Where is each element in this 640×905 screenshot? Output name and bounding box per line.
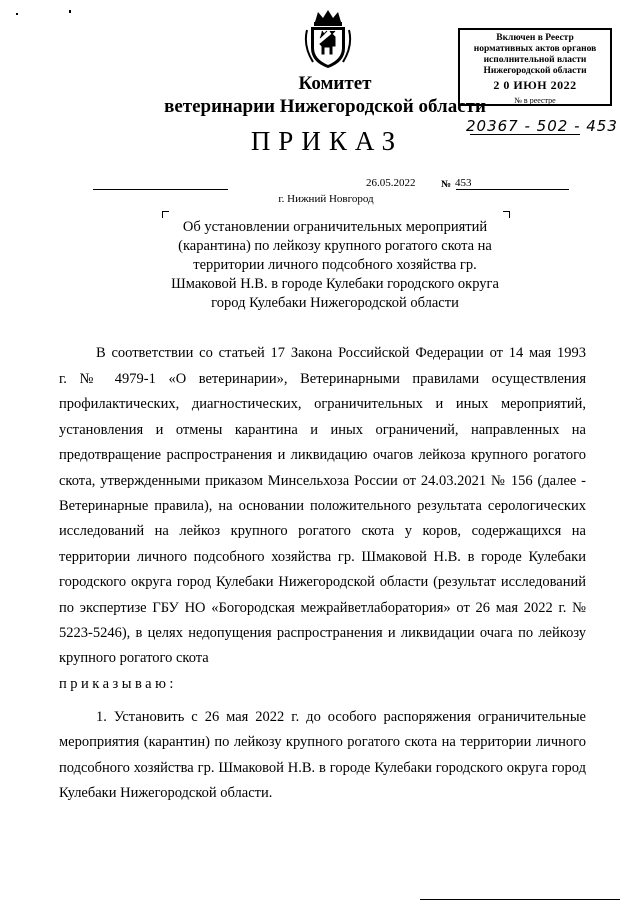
registry-line-3: исполнительной власти [483,55,587,65]
order-item-1-text: 1. Установить с 26 мая 2022 г. до особого распоряжения ограничительные мероприятия (карантин) по лейкозу крупного рогатого скота на территории личного подсобного хозяйства гр. Шмаковой Н.В. в городе Кулебаки городского округа город Кулебаки Нижегородской области. [59,709,586,802]
registry-number-handwritten: 20367 - 502 - 453 [466,117,618,135]
number-sign: № [441,179,452,190]
registry-number-label: № в реестре [514,96,556,105]
registry-line-1: Включен в Реестр [496,33,574,43]
registry-line-4: Нижегородской области [483,66,587,76]
subject-bracket-right [503,211,510,218]
preamble-first-line: В соответствии со статьей 17 Закона Российской Федерации от 14 мая 1993 [96,345,586,361]
decree-word: приказываю: [59,676,177,692]
footer-rule [420,899,620,900]
registry-date: 2 0 ИЮН 2022 [493,78,577,92]
order-date: 26.05.2022 [366,177,416,189]
committee-line-1: Комитет [298,73,372,94]
order-subject: Об установлении ограничительных мероприятий (карантина) по лейкозу крупного рогатого скота на территории личного подсобного хозяйства гр. Шмаковой Н.В. в городе Кулебаки городского округа город Кулебаки Нижегородской области [171,219,499,311]
document-title: ПРИКАЗ [250,126,404,156]
registry-line-2: нормативных актов органов [473,44,597,54]
place-of-issue: г. Нижний Новгород [278,193,374,205]
number-field-line [456,189,569,190]
subject-bracket-left [162,211,169,218]
registry-stamp [458,28,612,106]
preamble-body: г. № 4979-1 «О ветеринарии», Ветеринарными правилами осуществления профилактических, диагностических, ограничительных и иных мероприятий, установления и отмены карантина и иных ограничений, направленных на предотвращение распространения и ликвидацию очагов лейкоза крупного рогатого скота, утвержденными приказом Минсельхоза России от 24.03.2021 № 156 (далее - Ветеринарные правила), на основании положительного результата серологических исследований на лейкоз крупного рогатого скота у коров, содержащихся на территории личного подсобного хозяйства гр. Шмаковой Н.В. в городе Кулебаки городского округа город Кулебаки Нижегородской области (результат исследований по экспертизе ГБУ НО «Богородская межрайветлаборатория» от 26 мая 2022 г. № 5223-5246), в целях недопущения распространения и ликвидации очага по лейкозу крупного рогатого скота [59,371,586,667]
scan-speck [69,10,71,13]
order-number: 453 [455,177,472,189]
scan-speck [16,13,18,15]
committee-line-2: ветеринарии Нижегородской области [164,96,486,117]
order-item-1 [59,705,586,807]
date-field-line [93,189,228,190]
coat-of-arms-icon [303,8,353,70]
